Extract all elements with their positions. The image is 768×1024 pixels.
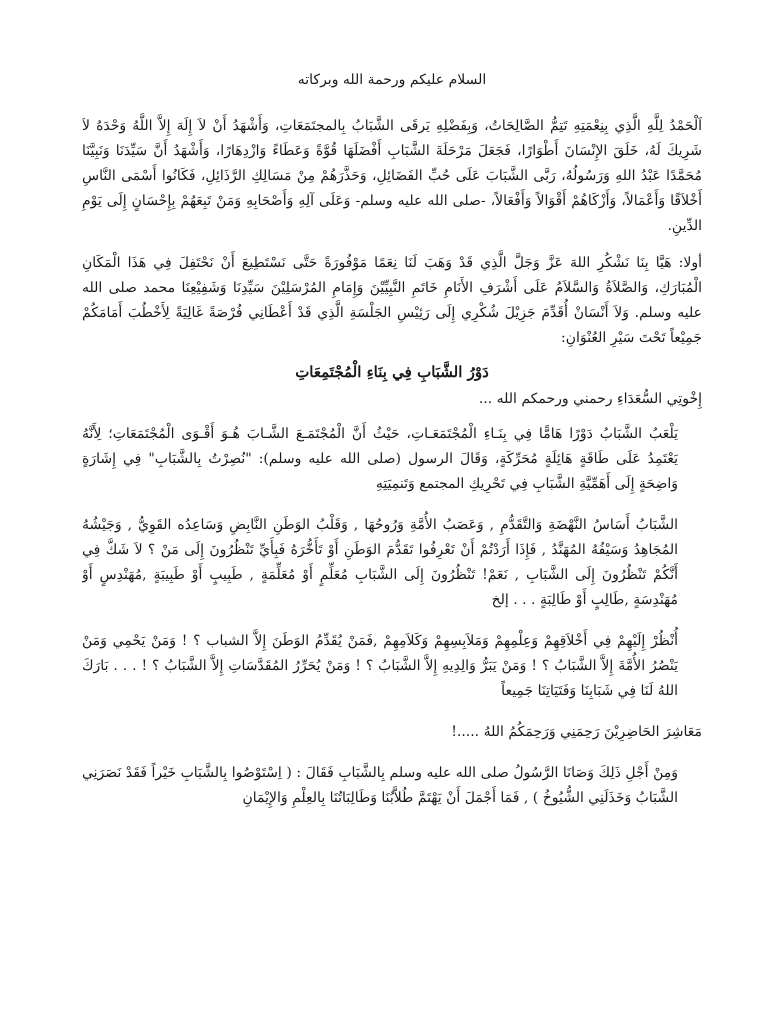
document-page: [82, 60, 702, 1024]
greeting-line: السلام عليكم ورحمة الله وبركاته: [297, 72, 487, 88]
speech-title: دَوْرُ الشَّبَابِ فِي بِنَاءِ الْمُجْتَمِعَاتِ: [295, 363, 489, 381]
audience-address: إِخْوتِي السُّعَدَاءِ رحمني ورحمكم الله ...: [478, 391, 702, 407]
youth-role-paragraph: يَلْعَبُ الشَّبَابُ دَوْرًا هَامًّا فِي بِنَـاءِ الْمُجْتَمَعَـاتِ، حَيْثُ أَنَّ الْمُجْتَمَـعَ الشَّـابَ هُـوَ أَقْـوَى الْمُجْتَمَعَاتِ؛ لِأَنَّهُ يَعْتَمِدُ عَلَى طَاقَةٍ هَائِلَةٍ مُحَرِّكَةٍ، وَقَالَ الرسول (صلى الله عليه وسلم): "نُصِرْتُ بِالشَّبَابِ" فِي إِشَارَةٍ وَاضِحَةٍ إِلَى أَهَمِّيَّةِ الشَّبَابِ فِي تَحْرِيكِ المجتمع وَتَنمِيَتِهِ: [82, 426, 678, 492]
prophet-advice-paragraph: وَمِنْ أَجْلِ ذَلِكَ وَصَانَا الرَّسُولُ صلى الله عليه وسلم بِالشَّبَابِ فَقَالَ : ( اِسْتَوْصُوا بِالشَّبَابِ خَيْراً فَقَدْ نَصَرَنِي الشَّبَابُ وَخَذَلَنِي الشُّيُوخُ ) , فَمَا أَجْمَلَ أَنْ يَهْتَمَّ طُلاَّبُنَا وَطَالِبَاتُنَا بِالعِلْمِ وَالإِيْمَانِ: [82, 765, 678, 806]
opening-praise-paragraph: اَلْحَمْدُ لِلَّهِ الَّذِي بِنِعْمَتِهِ تَتِمُّ الصَّالِحَاتُ، وَبِفَضْلِهِ يَرقَى الشَّبَابُ بِالمجتَمَعَاتِ، وَأَشْهَدُ أَنْ لاَ إِلَهَ إِلاَّ اللَّهُ وَحْدَهُ لاَ شَرِيكَ لَهُ، خَلَقَ الإِنْسَانَ أَطْوَارًا، فَجَعَلَ مَرْحَلَةَ الشَّبَابِ أَفْضَلَهَا قُوَّةً وَعَطَاءً وَازْدِهَارًا، وَأَشْهَدُ أَنَّ سَيِّدَنَا وَنَبِيَّنَا مُحَمَّدًا عَبْدُ اللهِ وَرَسُولُهُ، رَبَّى الشَّبَابَ عَلَى حُبِّ الفَضَائِلِ، وَحَذَّرَهُمْ مِنْ مَسَالِكِ الرَّذَائِلِ، فَكَانُوا أَسْمَى النَّاسِ أَخْلاَقًا وَأَعْمَالاً، وَأَزْكَاهُمْ أَقْوَالاً وَأَفْعَالاً، -صلى الله عليه وسلم- وَعَلَى آلِهِ وَأَصْحَابِهِ وَمَنْ تَبِعَهُمْ بِإِحْسَانٍ إِلَى يَوْمِ الدِّينِ.: [82, 118, 702, 234]
thanks-paragraph: أولا: هَيَّا بِنَا نَشْكُرِ اللهَ عَزَّ وَجَلَّ الَّذِي قَدْ وَهَبَ لَنَا نِعَمًا مَوْفُورَةً حَتَّى نَسْتَطِيعَ أَنْ نَحْتَفِلَ فِي هَذَا الْمَكَانِ الْمُبَارَكِ، وَالصَّلاَةُ وَالسَّلاَمُ عَلَى أَشْرَفِ الأَنَامِ خَاتَمِ النَّبِيِّيْنَ وَإِمَامِ المُرْسَلِيْنَ سَيِّدِنَا وَشَفِيْعِنَا محمد صلى الله عليه وسلم. وَلاَ أَنْسَانْ أُقَدِّمَ جَزِيْلَ شُكْرِي إِلَى رَئِيْسِ الجَلْسَةِ الَّذِي قَدْ أَعْطَانِي فُرْصَةً غَالِيَةً لِأَخْطُبَ أَمَامَكُمْ جَمِيْعاً تَحْتَ سَيْرِ العُنْوَانِ:: [82, 255, 702, 346]
look-at-them-paragraph: أُنْظُرْ إِلَيْهِمْ فِي أَخْلاَقِهِمْ وَعِلْمِهِمْ وَمَلاَبِسِهِمْ وَكَلاَمِهِمْ ,فَمَنْ يُقَدِّمُ الوَطَنَ إِلاَّ الشباب ؟ ! وَمَنْ يَحْمِي وَمَنْ يَنْصُرُ الأُمَّةَ إِلاَّ الشَّبَابُ ؟ ! وَمَنْ يَبَرُّ وَالِدِيهِ إِلاَّ الشَّبَابُ ؟ ! وَمَنْ يُحَرِّرُ المُقَدَّسَاتِ إِلاَّ الشَّبَابُ ؟ ! . . . بَارَكَ اللهُ لَنَا فِي شَبَابِنَا وَفَتَيَاتِنَا جَمِيعاً: [82, 633, 678, 699]
youth-foundation-paragraph: الشَّبَابُ أَسَاسُ النَّهْضَةِ وَالتَّقَدُّمِ , وَعَصَبُ الأُمَّةِ وَرُوحُهَا , وَقَلْبُ الوَطَنِ النَّابِضِ وَسَاعِدُه القَوِيُّ , وَجَيْشُهُ المُجَاهِدُ وَسَيْفُهُ المُهَنَّدُ , فَإِذَا أَرَدْتُمْ أَنْ تَعْرِفُوا تَقَدُّمَ الوَطَنِ أَوْ تَأَخُّرَهُ فَبِأَيِّ تَنْظُرُونَ إِلَى مَنْ ؟ لاَ شَكَّ فِي أَنَّكُمْ تَنْظُرُونَ إِلَى الشَّبَابِ , نَعَمْ! تَنْظُرُونَ إِلَى الشَّبَابِ مُعَلِّمٍ أَوْ مُعَلِّمَةٍ , طَبِيبٍ أَوْ طَبِيبَةٍ ,مُهَنْدِسٍ أَوْ مُهَنْدِسَةٍ ,طَالِبٍ أَوْ طَالِبَةٍ . . . إلخ: [82, 517, 678, 608]
audience-address-second: مَعَاشِرَ الحَاضِرِيْنَ رَحِمَنِي وَرَحِمَكُمُ اللهُ .....!: [451, 724, 702, 740]
